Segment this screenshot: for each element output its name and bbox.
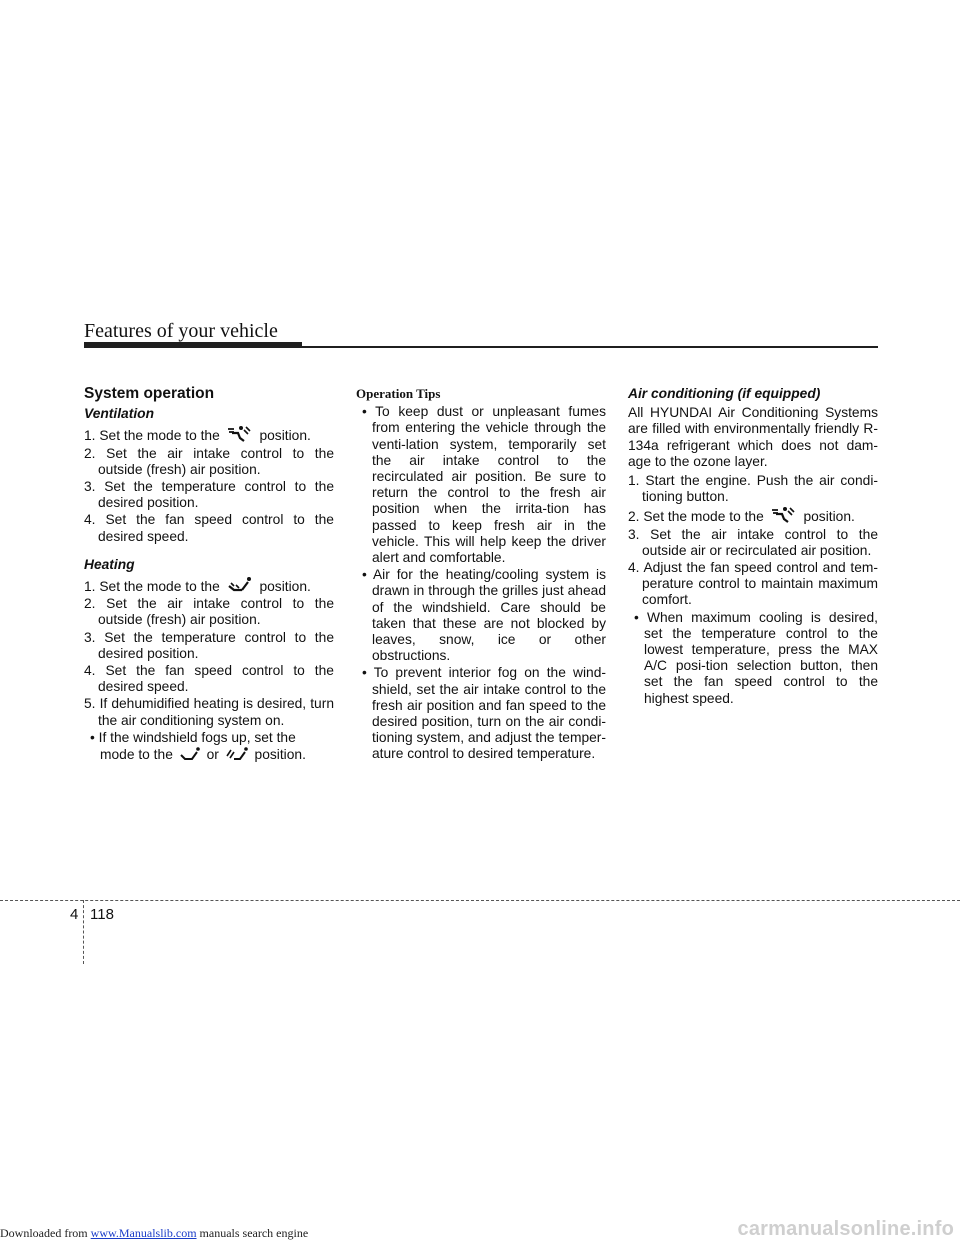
list-item: 3. Set the temperature control to the desired position. — [84, 629, 334, 661]
mode-face-icon — [770, 506, 798, 524]
page-header-title: Features of your vehicle — [84, 320, 278, 342]
heating-steps — [84, 576, 334, 729]
list-item: 4. Set the fan speed control to the desired speed. — [84, 663, 334, 695]
subtitle-ventilation: Ventilation — [84, 406, 155, 422]
air-conditioning-intro: All HYUNDAI Air Conditioning Systems are filled with environmentally friendly R-134a refrigerant which does not dam-age to the ozone layer. — [628, 405, 878, 469]
list-item: • To prevent interior fog on the wind-shield, set the air intake control to the fresh air position and fan speed to the desired position, turn on the air condi-tioning system, and adjust the temper-ature control to desired temperature. — [362, 665, 606, 762]
operation-tips-list — [356, 404, 606, 762]
header-rule-thin — [84, 346, 878, 348]
list-item: 3. Set the temperature control to the desired position. — [84, 479, 334, 511]
list-item: 4. Set the fan speed control to the desired speed. — [84, 512, 334, 544]
download-suffix: manuals search engine — [196, 1226, 309, 1240]
footer-dashed-rule — [0, 900, 960, 901]
manualslib-link[interactable]: www.Manualslib.com — [90, 1226, 197, 1240]
column-2 — [356, 386, 606, 764]
download-prefix: Downloaded from — [0, 1226, 91, 1240]
list-item: 3. Set the air intake control to the outside air or recirculated air position. — [628, 526, 878, 558]
list-item: 1. Set the mode to the position. — [84, 576, 334, 595]
list-item: 4. Adjust the fan speed control and tem-perature control to maintain maximum comfort. — [628, 560, 878, 608]
section-title-system-operation: System operation — [84, 385, 215, 402]
list-item: 1. Start the engine. Push the air condi-tioning button. — [628, 473, 878, 505]
air-conditioning-steps — [628, 473, 878, 609]
list-item: 2. Set the air intake control to the outside (fresh) air position. — [84, 596, 334, 628]
list-item: 2. Set the air intake control to the outside (fresh) air position. — [84, 445, 334, 477]
ventilation-steps — [84, 425, 334, 544]
watermark: carmanualsonline.info — [737, 1218, 954, 1240]
chapter-number: 4 — [70, 906, 79, 923]
operation-tips-title: Operation Tips — [356, 386, 441, 401]
footer-vertical-dashed-rule — [83, 900, 84, 964]
list-item: 5. If dehumidified heating is desired, turn the air conditioning system on. — [84, 696, 334, 728]
mode-floor-icon — [226, 576, 254, 594]
column-1 — [84, 386, 334, 764]
list-item: • If the windshield fogs up, set the mode to the or position. — [90, 729, 306, 763]
list-item: • Air for the heating/cooling system is drawn in through the grilles just ahead of the windshield. Care should be taken that these are not blocked by leaves, snow, ice or other obstructions. — [362, 567, 606, 664]
column-3 — [628, 386, 878, 708]
air-conditioning-bullets — [628, 610, 878, 707]
list-item: 1. Set the mode to the position. — [84, 425, 334, 444]
subtitle-air-conditioning: Air conditioning (if equipped) — [628, 386, 821, 401]
download-bar — [0, 1226, 308, 1241]
list-item: • To keep dust or unpleasant fumes from entering the vehicle through the venti-lation system, temporarily set the air intake control to the recirculated air position. Be sure to return the control to the fresh air position when the irrita-tion has passed to keep fresh air in the vehicle. This will help keep the driver alert and comfortable. — [362, 404, 606, 566]
heating-bullets — [84, 730, 334, 763]
list-item: 2. Set the mode to the position. — [628, 506, 878, 525]
mode-face-icon — [226, 425, 254, 443]
subtitle-heating: Heating — [84, 556, 135, 572]
list-item: • When maximum cooling is desired, set the temperature control to the lowest temperature, press the MAX A/C posi-tion selection button, then set the fan speed control to the highest speed. — [634, 609, 878, 706]
mode-floor-icon — [179, 746, 201, 762]
mode-floor-defrost-icon — [225, 746, 249, 762]
page-number: 118 — [90, 906, 114, 923]
